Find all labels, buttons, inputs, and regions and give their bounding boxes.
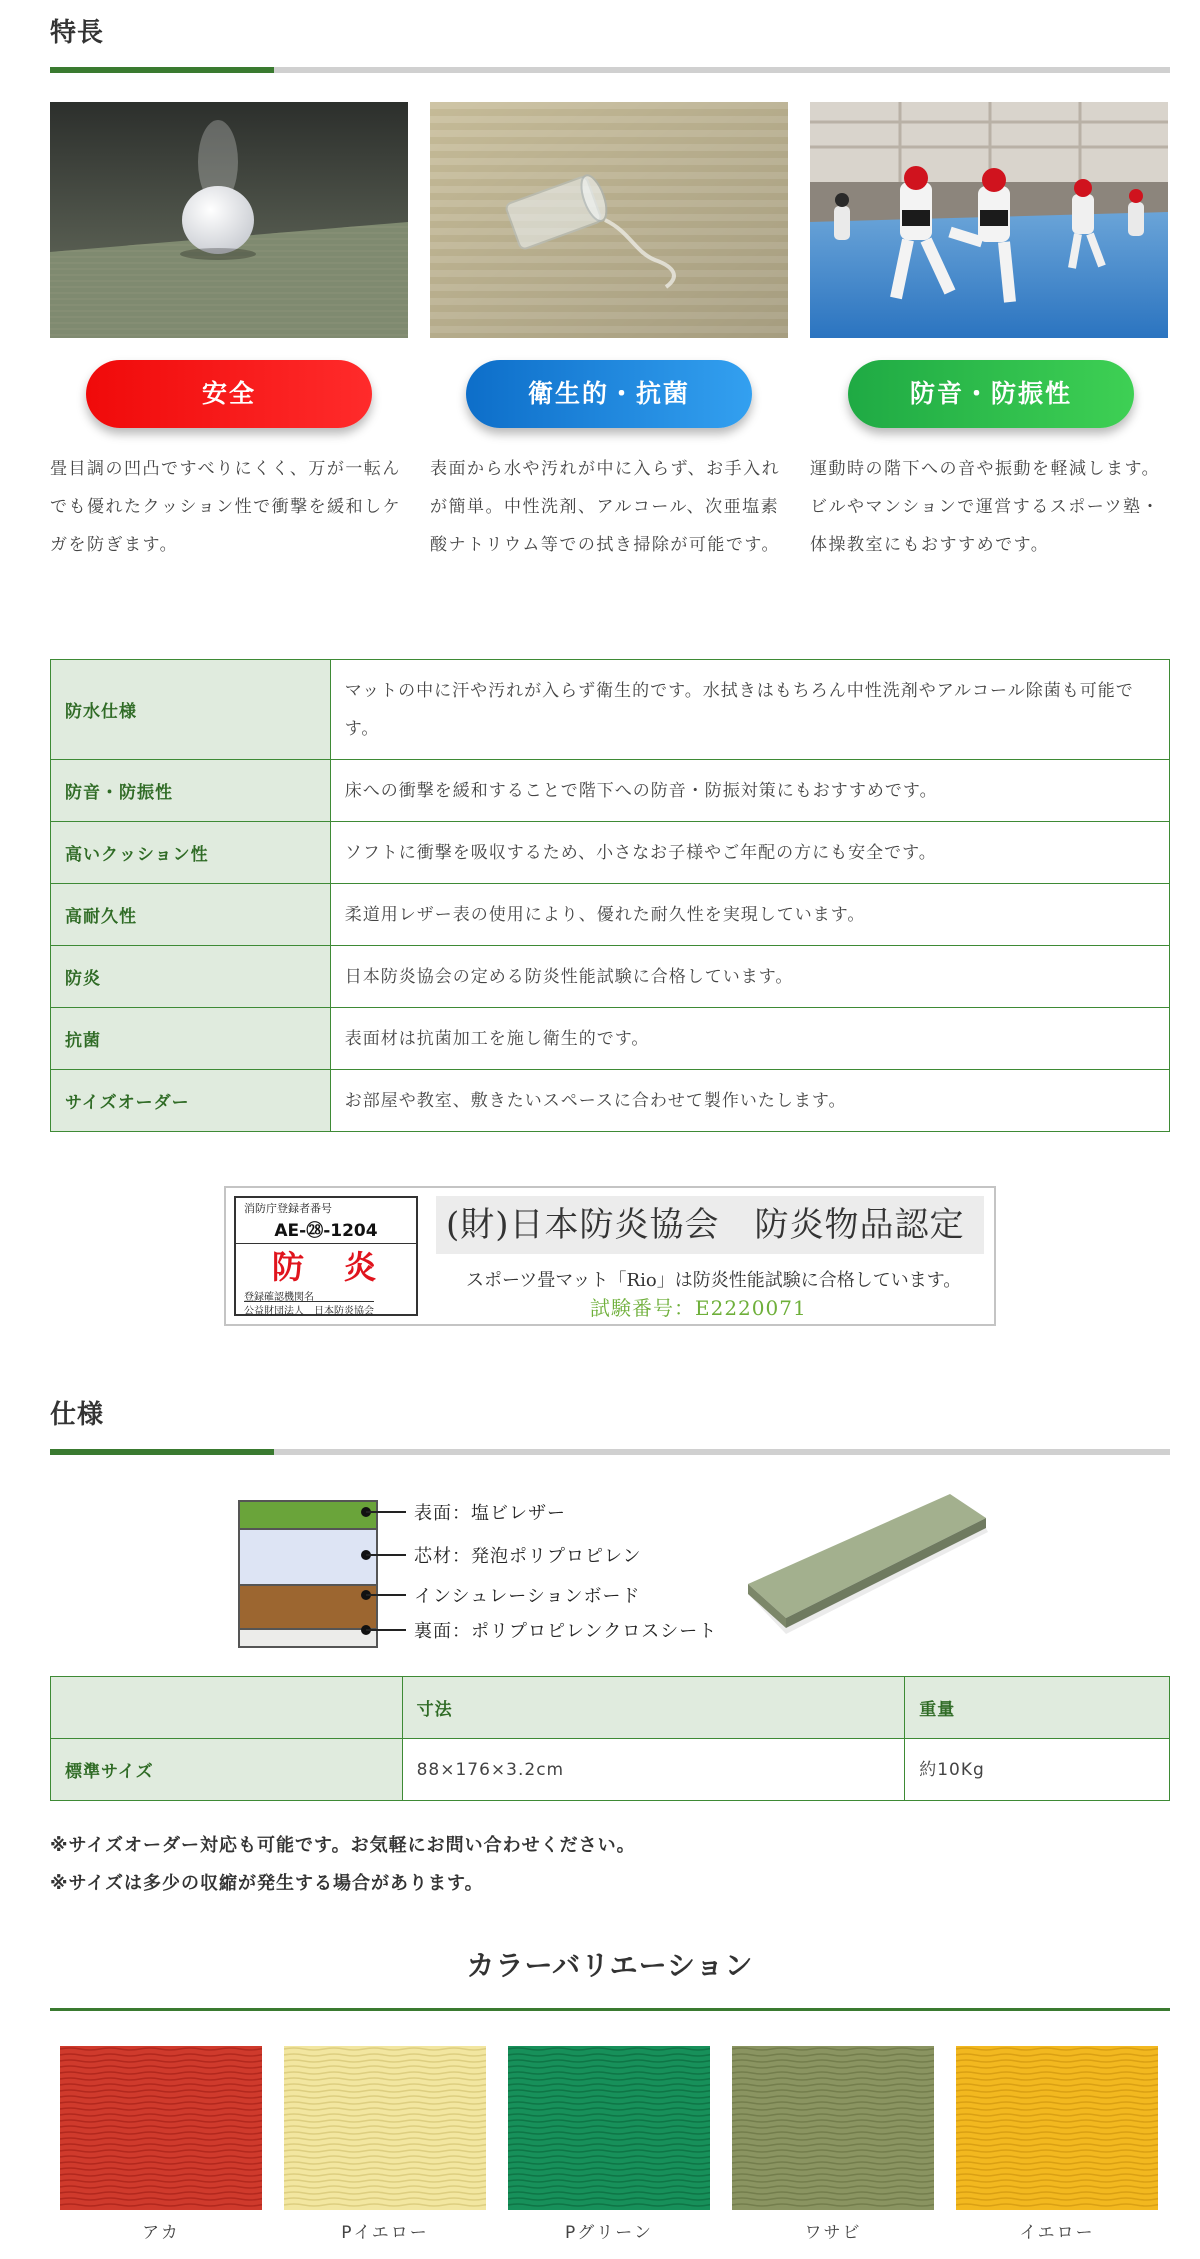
leader-line [366,1629,406,1631]
badge-agency-caption: 登録確認機関名 [244,1292,314,1303]
spec-title: 仕様 [50,1400,105,1430]
color-name-aka: アカ [142,2223,180,2243]
spec-title-underline [50,1449,1170,1455]
color-name-p-green: Pグリーン [565,2223,653,2243]
table-row [51,1008,1170,1070]
karate-kids-training-photo [810,102,1168,338]
hygiene-description: 表面から水や汚れが中に入らず、お手入れが簡単。中性洗剤、アルコール、次亜塩素酸ナトリウム等での拭き掃除が可能です。 [430,459,781,555]
soundproof-badge: 防音・防振性 [848,360,1134,428]
table-row [51,1739,1170,1801]
certification-heading: (財)日本防炎協会 防炎物品認定 [436,1196,984,1254]
table-row [51,760,1170,822]
insulation-board-layer [240,1584,376,1628]
features-title-underline [50,67,1170,73]
mat-cross-section [238,1500,378,1648]
standard-size-value: 88×176×3.2cm [402,1739,905,1801]
backing-layer [240,1628,376,1646]
soundproof-description: 運動時の階下への音や振動を軽減します。ビルやマンションで運営するスポーツ塾・体操教室にもおすすめです。 [810,459,1161,555]
leader-line [366,1594,406,1596]
leader-line [366,1511,406,1513]
table-row [51,660,1170,760]
color-swatch [284,2046,486,2210]
badge-fire-mark: 防 炎 [271,1248,380,1286]
badge-agency-name: 公益財団法人 日本防炎協会 [244,1301,374,1317]
badge-registration-caption: 消防庁登録者番号 [244,1202,332,1215]
color-variation-title: カラーバリエーション [466,1949,754,1982]
spec-header-weight: 重量 [905,1677,1170,1739]
fire-retardant-certification [224,1186,996,1326]
features-title: 特長 [50,18,105,48]
feature-value: 柔道用レザー表の使用により、優れた耐久性を実現しています。 [330,884,1169,946]
insulation-board-label: インシュレーションボード [414,1586,641,1607]
surface-layer [240,1502,376,1528]
table-row [51,884,1170,946]
safety-badge: 安全 [86,360,372,428]
badge-registration-number: AE-㉘-1204 [236,1216,416,1244]
feature-label: 高耐久性 [51,884,331,946]
feature-value: 床への衝撃を緩和することで階下への防音・防振対策にもおすすめです。 [330,760,1169,822]
feature-value: 日本防炎協会の定める防炎性能試験に合格しています。 [330,946,1169,1008]
table-header-row [51,1677,1170,1739]
core-layer-label: 芯材：発泡ポリプロピレン [414,1546,642,1567]
mat-product-illustration [738,1488,1008,1658]
color-variation-underline [50,2008,1170,2011]
feature-value: マットの中に汗や汚れが入らず衛生的です。水拭きはもちろん中性洗剤やアルコール除菌も可能です。 [330,660,1169,760]
shrinkage-note: ※サイズは多少の収縮が発生する場合があります。 [50,1873,484,1894]
color-swatch [60,2046,262,2210]
spec-header-size: 寸法 [402,1677,905,1739]
feature-label: 抗菌 [51,1008,331,1070]
color-name-p-yellow: Pイエロー [341,2223,429,2243]
ball-bouncing-on-tatami-photo [50,102,408,338]
feature-value: お部屋や教室、敷きたいスペースに合わせて製作いたします。 [330,1070,1169,1132]
core-layer [240,1528,376,1584]
table-row [51,946,1170,1008]
feature-value: ソフトに衝撃を吸収するため、小さなお子様やご年配の方にも安全です。 [330,822,1169,884]
fire-retardant-label [234,1196,418,1316]
feature-label: 高いクッション性 [51,822,331,884]
leader-line [366,1554,406,1556]
spec-header-empty [51,1677,403,1739]
certification-test-number: 試験番号：E2220071 [590,1296,807,1320]
feature-value: 表面材は抗菌加工を施し衛生的です。 [330,1008,1169,1070]
feature-label: 防炎 [51,946,331,1008]
feature-label: 防音・防振性 [51,760,331,822]
certification-statement: スポーツ畳マット「Rio」は防炎性能試験に合格しています。 [466,1270,962,1291]
surface-layer-label: 表面：塩ビレザー [414,1503,566,1524]
table-row [51,822,1170,884]
standard-size-label: 標準サイズ [51,1739,403,1801]
color-swatch [732,2046,934,2210]
feature-label: 防水仕様 [51,660,331,760]
size-order-note: ※サイズオーダー対応も可能です。お気軽にお問い合わせください。 [50,1835,636,1856]
standard-weight-value: 約10Kg [905,1739,1170,1801]
hygiene-antibacterial-badge: 衛生的・抗菌 [466,360,752,428]
color-swatch [956,2046,1158,2210]
spec-table [50,1676,1170,1801]
feature-label: サイズオーダー [51,1070,331,1132]
color-swatch [508,2046,710,2210]
table-row [51,1070,1170,1132]
color-name-yellow: イエロー [1019,2223,1095,2243]
color-name-wasabi: ワサビ [804,2223,862,2243]
spilled-glass-on-mat-photo [430,102,788,338]
backing-layer-label: 裏面：ポリプロピレンクロスシート [414,1621,718,1642]
safety-description: 畳目調の凹凸ですべりにくく、万が一転んでも優れたクッション性で衝撃を緩和しケガを防ぎます。 [50,459,402,555]
feature-table [50,659,1170,1132]
